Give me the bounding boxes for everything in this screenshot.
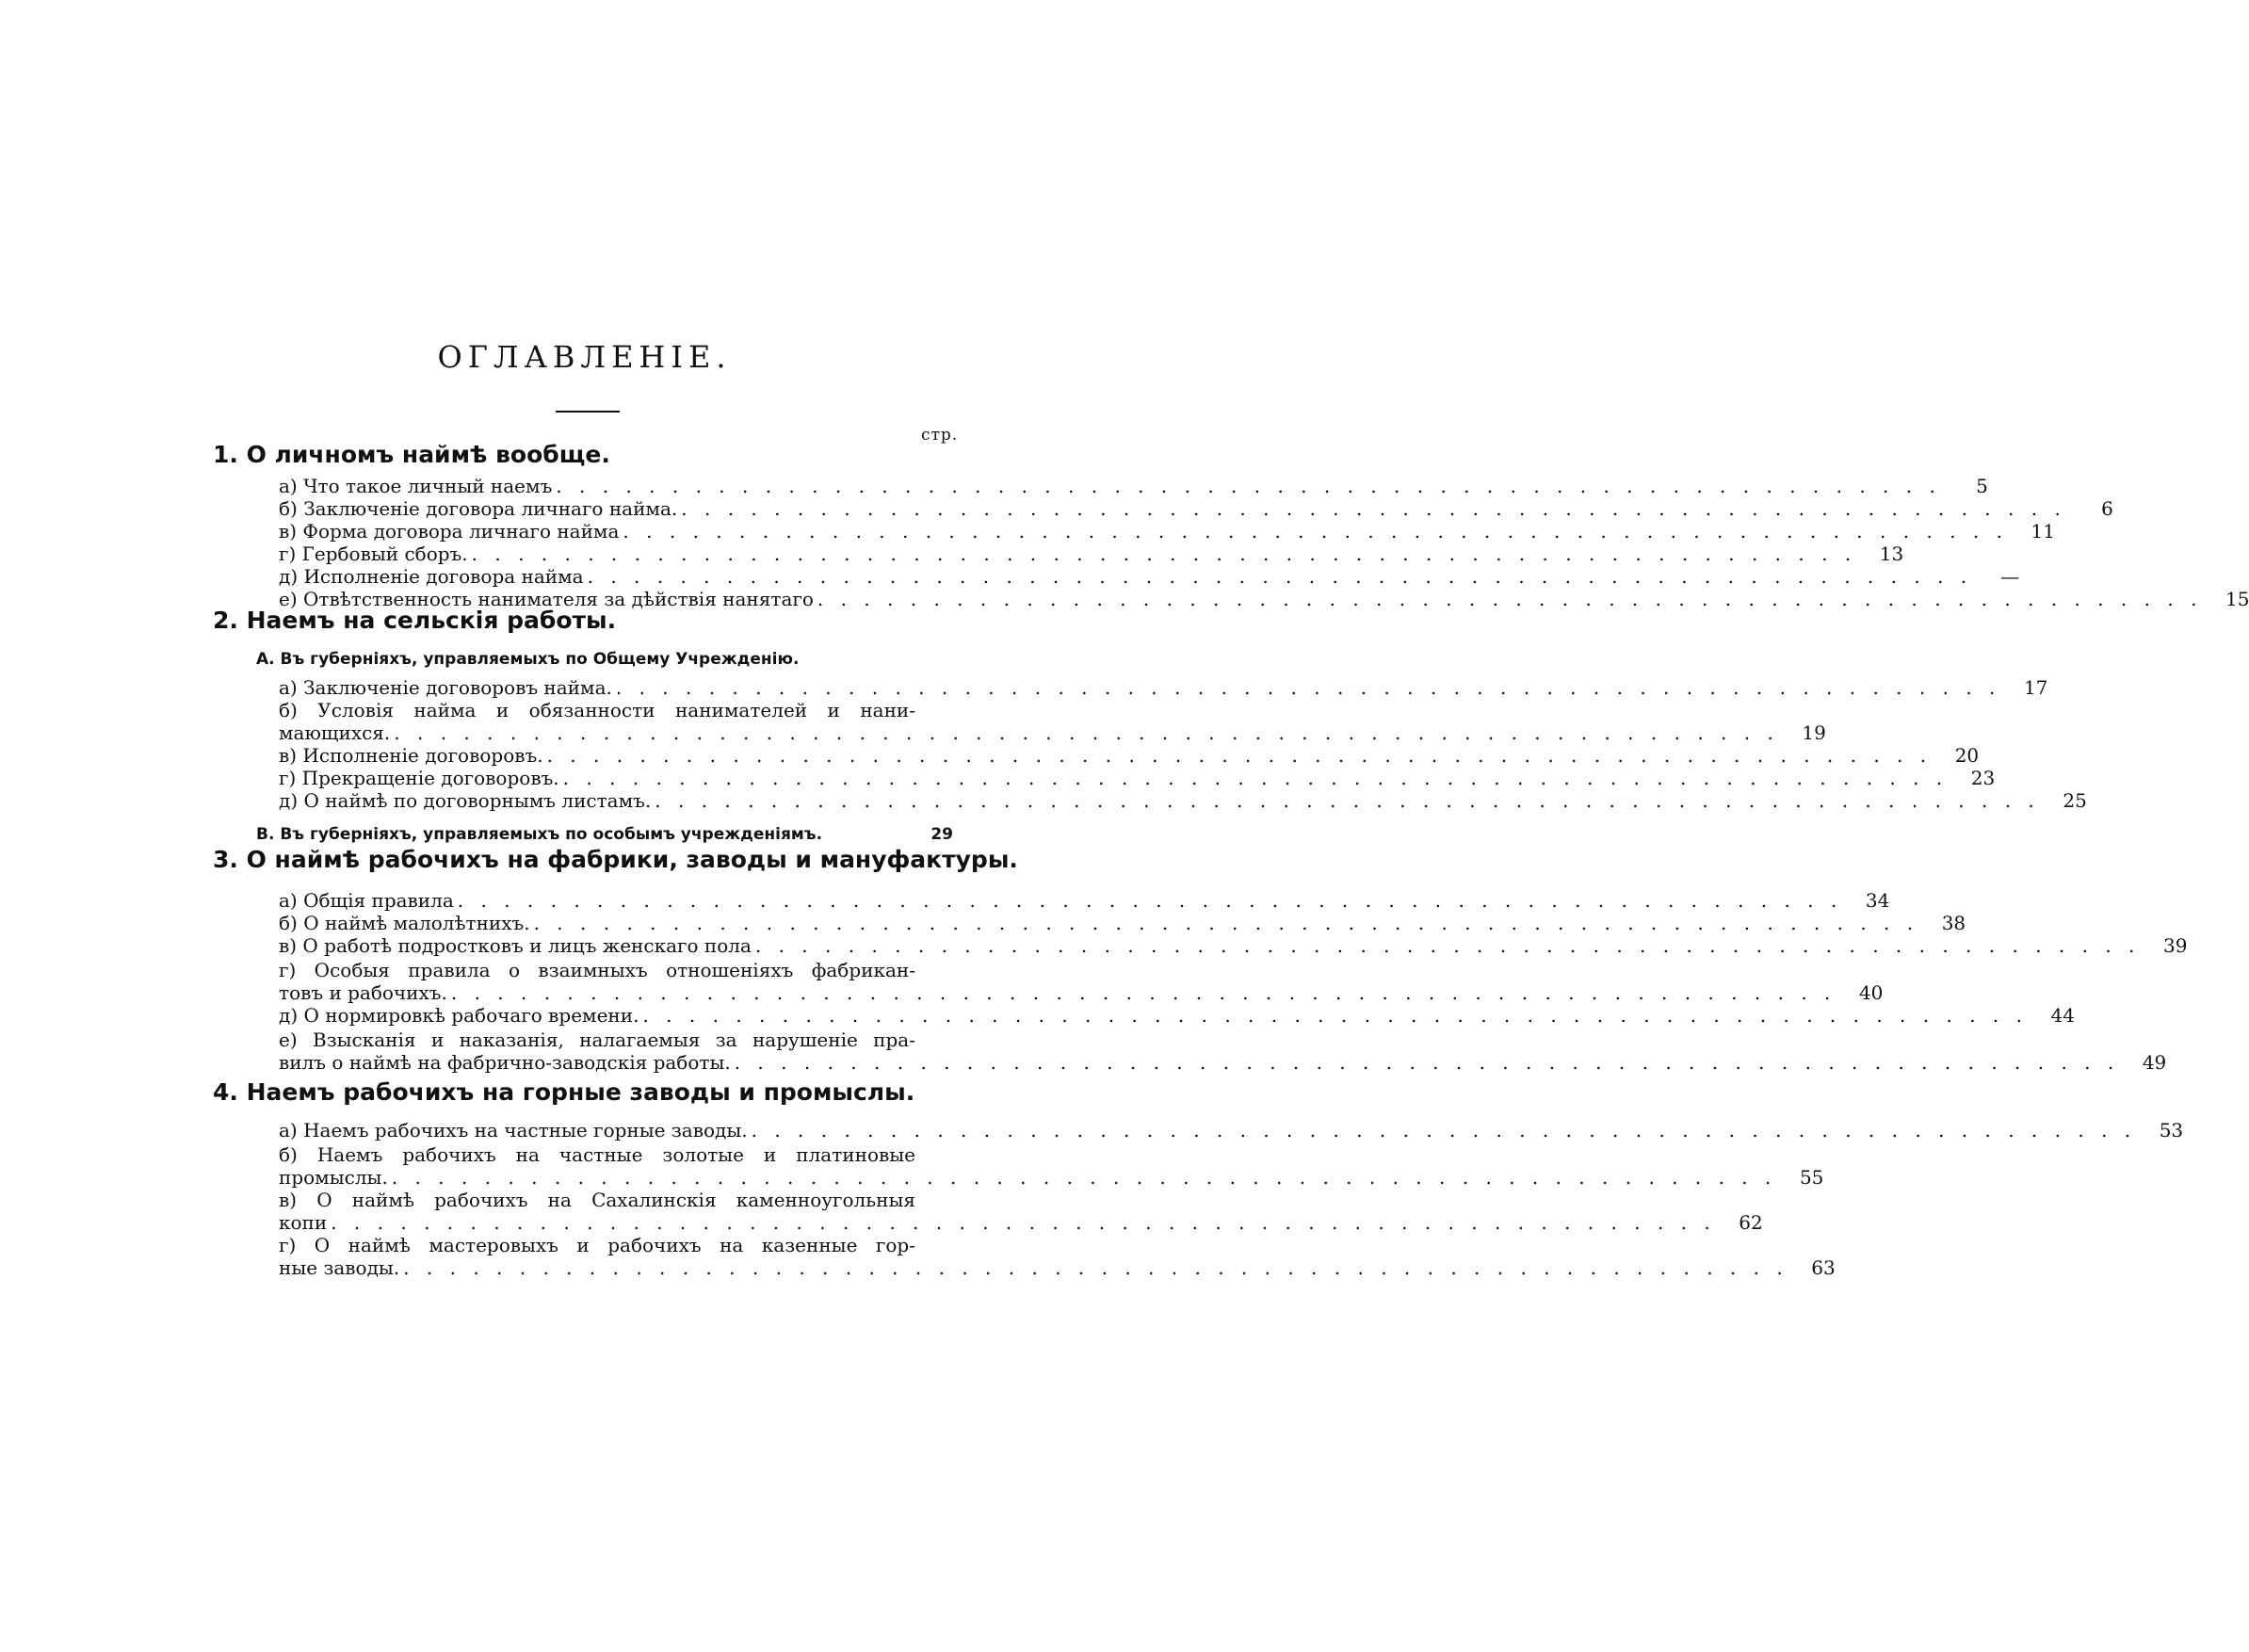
toc-entry-page: 63 [1811,1256,1836,1279]
toc-entry [279,912,1966,934]
toc-entry-page: 55 [1799,1166,1824,1189]
toc-entry-line [279,789,2087,812]
toc-entry-line [279,543,1904,565]
section-heading: 2. Наемъ на сельскія работы. [213,607,617,634]
toc-entry-page: 62 [1739,1211,1763,1234]
toc-entry [279,789,2087,812]
section-heading: 1. О личномъ наймѣ вообще. [213,441,610,468]
toc-entry [279,1143,1824,1189]
dot-leader: . . . . . . . . . . . . . . . . . . . . . . . . . . . . . . . . . . . . . . . . . . . . . . . . . . . . . . . . . . . . [331,1211,1716,1234]
toc-entry-line [279,1051,2167,1074]
toc-entry [279,475,1988,497]
toc-entry [279,1234,1836,1279]
toc-entry-line [279,981,1884,1004]
toc-entry-page: 25 [2063,789,2087,812]
toc-entry-line [279,744,1980,767]
toc-entry-page: 49 [2142,1051,2167,1074]
toc-entry-line [279,1256,1836,1279]
toc-entry-page: 38 [1941,912,1966,934]
toc-entry [279,1004,2075,1027]
dot-leader: . . . . . . . . . . . . . . . . . . . . . . . . . . . . . . . . . . . . . . . . . . . . . . . . . . . . . . . . . . . . [562,767,1949,789]
title-rule [556,411,620,413]
toc-entry [279,744,1980,767]
toc-entry-text: е) Отвѣтственность нанимателя за дѣйствія нанятаго [279,588,814,610]
toc-entry-page: 53 [2159,1119,2184,1142]
subsection-heading-text: В. Въ губерніяхъ, управляемыхъ по особымъ учрежденіямъ. [256,825,823,844]
toc-entry-text: д) О нормировкѣ рабочаго времени. [279,1004,639,1027]
toc-entry-page: 11 [2031,520,2055,543]
toc-entry-text: г) Гербовый сборъ. [279,543,468,565]
toc-entry-line [279,520,2055,543]
toc-entry [279,959,1884,1004]
toc-entry-page: 5 [1976,475,1988,497]
toc-entry-line [279,1004,2075,1027]
dot-leader: . . . . . . . . . . . . . . . . . . . . . . . . . . . . . . . . . . . . . . . . . . . . . . . . . . . . . . . . . . . . [394,721,1779,744]
toc-entry-text: промыслы. [279,1166,388,1189]
toc-entry-page: — [2000,565,2020,588]
toc-entry-page: 39 [2162,934,2188,957]
toc-entry-page: 40 [1858,981,1884,1004]
dot-leader: . . . . . . . . . . . . . . . . . . . . . . . . . . . . . . . . . . . . . . . . . . . . . . . . . . . . . . . . . . . . [642,1004,2028,1027]
toc-entry-text: б) Заключеніе договора личнаго найма. [279,497,678,520]
dot-leader: . . . . . . . . . . . . . . . . . . . . . . . . . . . . . . . . . . . . . . . . . . . . . . . . . . . . . . . . . . . . [623,520,2008,543]
section-heading: 3. О наймѣ рабочихъ на фабрики, заводы и мануфактуры. [213,846,1018,873]
dot-leader: . . . . . . . . . . . . . . . . . . . . . . . . . . . . . . . . . . . . . . . . . . . . . . . . . . . . . . . . . . . . [471,543,1857,565]
toc-entry-first-line: е) Взысканія и наказанія, налагаемыя за нарушеніе пра- [279,1028,915,1051]
dot-leader: . . . . . . . . . . . . . . . . . . . . . . . . . . . . . . . . . . . . . . . . . . . . . . . . . . . . . . . . . . . . [457,889,1843,912]
toc-entry-text: а) Наемъ рабочихъ на частные горные заводы. [279,1119,748,1142]
toc-entry-text: в) Исполненіе договоровъ. [279,744,543,767]
toc-entry-page: 20 [1954,744,1980,767]
dot-leader: . . . . . . . . . . . . . . . . . . . . . . . . . . . . . . . . . . . . . . . . . . . . . . . . . . . . . . . . . . . . [655,789,2040,812]
toc-entry-page: 15 [2225,588,2249,610]
dot-leader: . . . . . . . . . . . . . . . . . . . . . . . . . . . . . . . . . . . . . . . . . . . . . . . . . . . . . . . . . . . . [533,912,1919,934]
toc-entry-text: г) Прекращеніе договоровъ. [279,767,559,789]
subsection-heading [256,825,953,844]
toc-entry-first-line: г) Особыя правила о взаимныхъ отношеніяхъ фабрикан- [279,959,915,981]
dot-leader: . . . . . . . . . . . . . . . . . . . . . . . . . . . . . . . . . . . . . . . . . . . . . . . . . . . . . . . . . . . . [734,1051,2120,1074]
toc-entry-line [279,1119,2184,1142]
toc-entry-line [279,721,1826,744]
toc-entry-page: 44 [2050,1004,2075,1027]
toc-entry [279,543,1904,565]
toc-entry-text: д) О наймѣ по договорнымъ листамъ. [279,789,652,812]
toc-entry-line [279,1211,1763,1234]
toc-entry-text: а) Что такое личный наемъ [279,475,553,497]
toc-entry-first-line: в) О наймѣ рабочихъ на Сахалинскія каменноугольныя [279,1189,915,1211]
toc-entry-text: копи [279,1211,328,1234]
toc-entry-line [279,497,2113,520]
toc-entry-page: 6 [2101,497,2113,520]
toc-entry-line [279,889,1890,912]
toc-entry [279,889,1890,912]
toc-entry-first-line: г) О наймѣ мастеровыхъ и рабочихъ на казенные гор- [279,1234,915,1256]
toc-entry-line [279,934,2188,957]
dot-leader: . . . . . . . . . . . . . . . . . . . . . . . . . . . . . . . . . . . . . . . . . . . . . . . . . . . . . . . . . . . . [403,1256,1788,1279]
toc-entry-text: вилъ о наймѣ на фабрично-заводскія работы. [279,1051,731,1074]
toc-entry-page: 13 [1879,543,1904,565]
toc-entry-text: мающихся. [279,721,391,744]
toc-entry-page: 19 [1802,721,1826,744]
toc-entry-page: 23 [1970,767,1996,789]
toc-entry-line [279,565,2020,588]
page-column-label: стр. [921,426,959,445]
section-heading: 4. Наемъ рабочихъ на горные заводы и промыслы. [213,1078,915,1106]
toc-entry-text: ные заводы. [279,1256,400,1279]
toc-entry [279,699,1826,744]
toc-entry-line [279,767,1996,789]
dot-leader: . . . . . . . . . . . . . . . . . . . . . . . . . . . . . . . . . . . . . . . . . . . . . . . . . . . . . . . . . . . . [587,565,1973,588]
toc-entry-text: в) О работѣ подростковъ и лицъ женскаго пола [279,934,752,957]
page-title: ОГЛАВЛЕНІЕ. [437,339,732,375]
toc-entry-text: а) Общія правила [279,889,454,912]
dot-leader: . . . . . . . . . . . . . . . . . . . . . . . . . . . . . . . . . . . . . . . . . . . . . . . . . . . . . . . . . . . . [754,934,2141,957]
toc-entry [279,1119,2184,1142]
toc-entry-text: д) Исполненіе договора найма [279,565,584,588]
dot-leader: . . . . . . . . . . . . . . . . . . . . . . . . . . . . . . . . . . . . . . . . . . . . . . . . . . . . . . . . . . . . [556,475,1941,497]
dot-leader: . . . . . . . . . . . . . . . . . . . . . . . . . . . . . . . . . . . . . . . . . . . . . . . . . . . . . . . . . . . . [450,981,1836,1004]
dot-leader: . . . . . . . . . . . . . . . . . . . . . . . . . . . . . . . . . . . . . . . . . . . . . . . . . . . . . . . . . . . . [681,497,2066,520]
toc-entry [279,520,2055,543]
toc-entry-text: товъ и рабочихъ. [279,981,447,1004]
dot-leader: . . . . . . . . . . . . . . . . . . . . . . . . . . . . . . . . . . . . . . . . . . . . . . . . . . . . . . . . . . . . [817,588,2203,610]
subsection-heading-text: А. Въ губерніяхъ, управляемыхъ по Общему Учрежденію. [256,650,800,669]
toc-entry [279,1028,2167,1074]
toc-entry-text: а) Заключеніе договоровъ найма. [279,676,612,699]
dot-leader: . . . . . . . . . . . . . . . . . . . . . . . . . . . . . . . . . . . . . . . . . . . . . . . . . . . . . . . . . . . . [751,1119,2137,1142]
toc-entry-page: 17 [2023,676,2048,699]
toc-entry-line [279,676,2048,699]
dot-leader: . . . . . . . . . . . . . . . . . . . . . . . . . . . . . . . . . . . . . . . . . . . . . . . . . . . . . . . . . . . . [615,676,2001,699]
dot-leader: . . . . . . . . . . . . . . . . . . . . . . . . . . . . . . . . . . . . . . . . . . . . . . . . . . . . . . . . . . . . [546,744,1933,767]
toc-entry-line [279,912,1966,934]
subsection-page: 29 [930,825,953,844]
toc-entry-first-line: б) Условія найма и обязанности нанимателей и нани- [279,699,915,721]
dot-leader: . . . . . . . . . . . . . . . . . . . . . . . . . . . . . . . . . . . . . . . . . . . . . . . . . . . . . . . . . . . . [391,1166,1777,1189]
toc-entry [279,767,1996,789]
toc-entry [279,934,2188,957]
toc-entry [279,565,2020,588]
toc-entry [279,1189,1763,1234]
toc-entry-line [279,475,1988,497]
subsection-heading [256,650,953,669]
toc-entry-first-line: б) Наемъ рабочихъ на частные золотые и платиновые [279,1143,915,1166]
toc-entry-text: в) Форма договора личнаго найма [279,520,620,543]
toc-entry [279,497,2113,520]
toc-entry [279,676,2048,699]
toc-entry-page: 34 [1865,889,1890,912]
toc-entry-text: б) О наймѣ малолѣтнихъ. [279,912,530,934]
toc-entry-line [279,1166,1824,1189]
